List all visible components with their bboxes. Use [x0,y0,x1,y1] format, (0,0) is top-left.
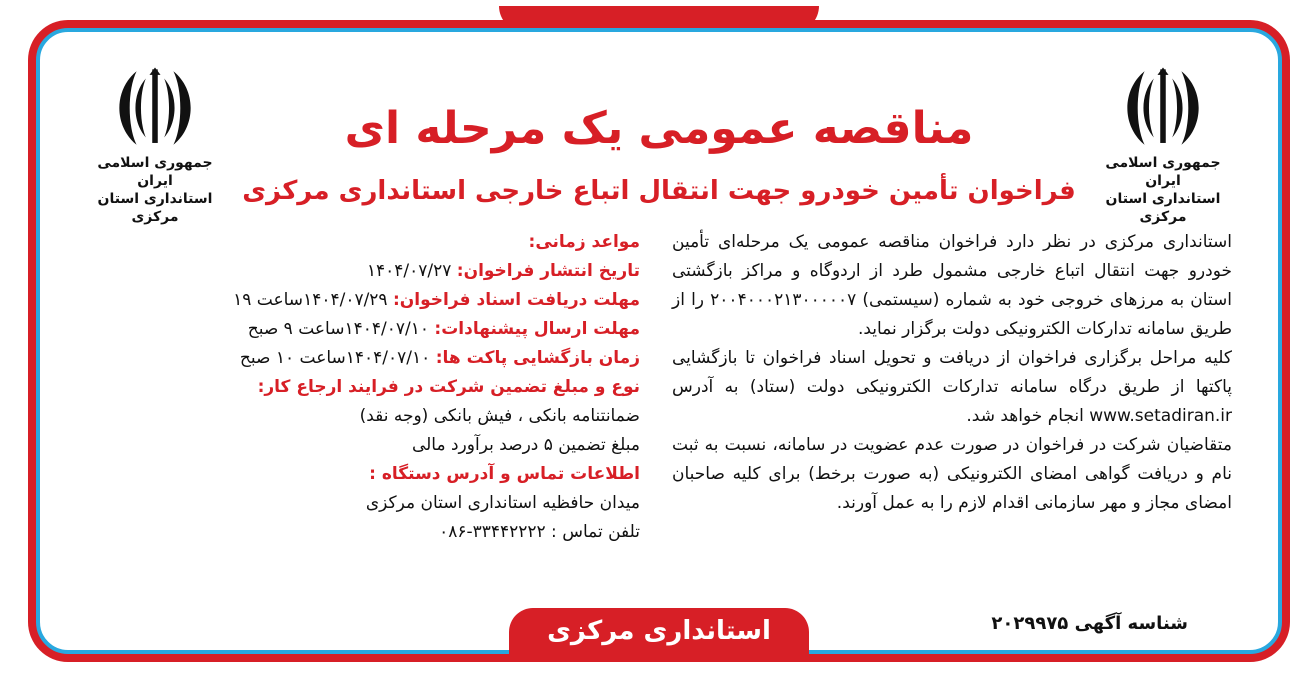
emblem-left-line1: جمهوری اسلامی ایران [97,155,213,189]
page-title: مناقصه عمومی یک مرحله ای [344,103,974,154]
footer-banner: استانداری مرکزی [509,608,809,654]
schedule-row [160,257,640,286]
setadiran-link[interactable]: www.setadiran.ir [1089,406,1232,426]
schedule-row [160,286,640,315]
body-paragraph-3: متقاضیان شرکت در فراخوان در صورت عدم عضویت در سامانه، نسبت به ثبت نام و دریافت گواهی امضای الکترونیکی (به صورت برخط) برای کلیه صاحبان امضای مجاز و مهر سازمانی اقدام لازم را به عمل آورند. [672,435,1232,513]
emblem-right-line2: استانداری استان مرکزی [1105,191,1221,225]
ad-id: شناسه آگهی ۲۰۲۹۹۷۵ [991,613,1188,634]
guarantee-amount: مبلغ تضمین ۵ درصد برآورد مالی [411,435,640,455]
guarantee-heading: نوع و مبلغ تضمین شرکت در فرایند ارجاع کار: [257,377,640,397]
schedule-row [160,344,640,373]
contact-heading: اطلاعات تماس و آدرس دستگاه : [369,464,640,484]
schedule-value: ۱۴۰۴/۰۷/۱۰ساعت ۱۰ صبح [239,348,431,368]
ad-frame [28,20,1290,662]
body-paragraph-2-text: کلیه مراحل برگزاری فراخوان از دریافت و تحویل اسناد فراخوان تا بازگشایی پاکتها از طریق درگاه سامانه تدارکات الکترونیکی دولت (ستاد) به آدرس [672,348,1232,397]
ad-inner-panel [36,28,1282,654]
contact-phone: تلفن تماس : ۳۳۴۴۲۲۲۲-۰۸۶ [439,522,640,542]
emblem-left-line2: استانداری استان مرکزی [97,191,213,225]
guarantee-type: ضمانتنامه بانکی ، فیش بانکی (وجه نقد) [359,406,640,426]
schedule-label: تاریخ انتشار فراخوان: [456,261,640,281]
schedule-value: ۱۴۰۴/۰۷/۲۷ [366,261,452,281]
schedule-row [160,315,640,344]
schedule-label: زمان بازگشایی پاکت ها: [435,348,640,368]
page-subtitle: فراخوان تأمین خودرو جهت انتقال اتباع خارجی استانداری مرکزی [242,176,1076,206]
schedule-label: مهلت دریافت اسناد فراخوان: [392,290,640,310]
body-paragraph-2 [672,344,1232,431]
schedule-label: مهلت ارسال پیشنهادات: [434,319,640,339]
body-column [672,228,1232,518]
schedule-value: ۱۴۰۴/۰۷/۲۹ساعت ۱۹ [233,290,388,310]
schedule-heading: مواعد زمانی: [528,232,640,252]
body-paragraph-2-tail: انجام خواهد شد. [966,406,1084,426]
schedule-value: ۱۴۰۴/۰۷/۱۰ساعت ۹ صبح [247,319,429,339]
details-column [160,228,640,547]
body-paragraph-1: استانداری مرکزی در نظر دارد فراخوان مناقصه عمومی یک مرحله‌ای تأمین خودرو جهت انتقال اتباع خارجی مشمول طرد از اردوگاه و مراکز بازگشتی استان به مرزهای خروجی خود به شماره (سیستمی) ۲۰۰۴۰۰۰۲۱۳۰۰۰۰۰۷ را از طریق سامانه تدارکات الکترونیکی دولت برگزار نماید. [672,232,1232,339]
emblem-right-line1: جمهوری اسلامی ایران [1105,155,1221,189]
contact-address: میدان حافظیه استانداری استان مرکزی [365,493,640,513]
